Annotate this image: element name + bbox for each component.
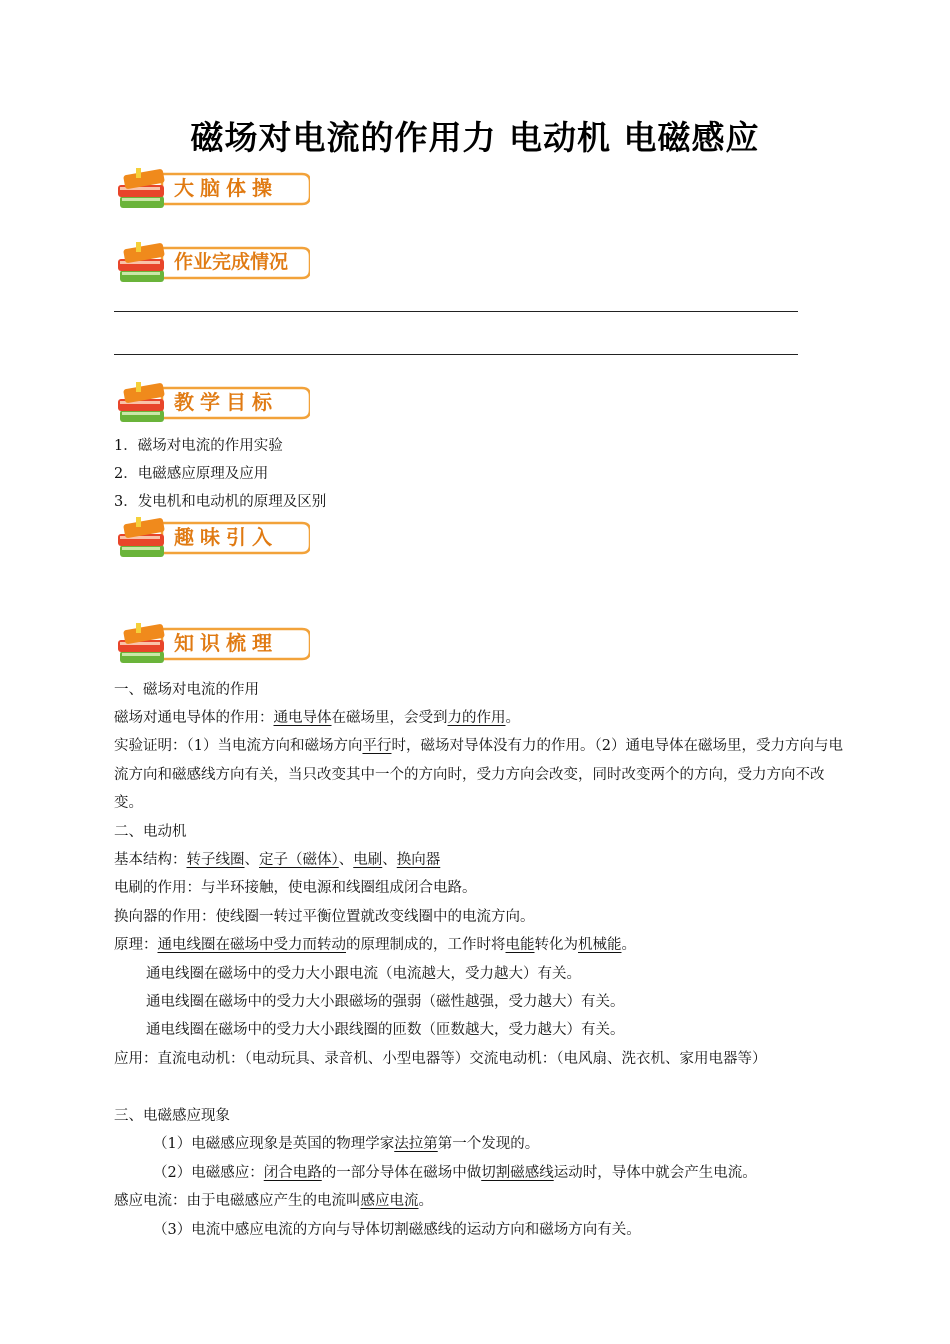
paragraph-brush: 电刷的作用：与半环接触，使电源和线圈组成闭合电路。 [114, 880, 477, 896]
paragraph-factor-current: 通电线圈在磁场中的受力大小跟电流（电流越大，受力越大）有关。 [146, 966, 581, 982]
paragraph-faraday [153, 1130, 883, 1159]
text: 的一部分导体在磁场中做 [321, 1165, 482, 1181]
goal-item: 1．磁场对电流的作用实验 [114, 438, 283, 454]
underlined-term: 换向器 [396, 852, 441, 868]
text: 。 [505, 710, 520, 726]
paragraph-factor-field: 通电线圈在磁场中的受力大小跟磁场的强弱（磁性越强，受力越大）有关。 [146, 994, 625, 1010]
text: 运动时，导体中就会产生电流。 [553, 1165, 757, 1181]
underlined-term: 闭合电路 [263, 1165, 322, 1181]
paragraph-commutator: 换向器的作用：使线圈一转过平衡位置就改变线圈中的电流方向。 [114, 909, 535, 925]
text: 、 [244, 852, 259, 868]
text: 第一个发现的。 [437, 1136, 540, 1152]
goal-item: 2．电磁感应原理及应用 [114, 466, 269, 482]
text: 、 [338, 852, 354, 868]
heading-motor: 二、电动机 [114, 824, 187, 840]
underlined-term: 机械能 [578, 937, 622, 953]
section-badge-homework [114, 240, 310, 286]
underlined-term: 通电线圈在磁场中受力而转动 [157, 937, 346, 953]
section-label-intro: 趣味引入 [174, 525, 278, 549]
text: 时，磁场对导体没有力的作用。（2）通电导体在磁场里，受力方向与电流方向和磁感线方向有关，当只改变其中一个的方向时，受力方向会改变，同时改变两个的方向，受力方向不改变。 [114, 738, 843, 811]
paragraph-force-on-conductor [114, 704, 844, 733]
text: 。 [418, 1193, 433, 1209]
answer-line [114, 311, 798, 312]
text: 在磁场里，会受到 [331, 710, 448, 726]
paragraph-factor-turns: 通电线圈在磁场中的受力大小跟线圈的匝数（匝数越大，受力越大）有关。 [146, 1022, 625, 1038]
heading-magnetic-force: 一、磁场对电流的作用 [114, 682, 259, 698]
underlined-term: 转子线圈 [186, 852, 245, 868]
underlined-term: 法拉第 [394, 1136, 438, 1152]
text: （2）电磁感应： [153, 1165, 264, 1181]
underlined-term: 平行 [362, 738, 392, 754]
text: 实验证明：（1）当电流方向和磁场方向 [114, 738, 363, 754]
text: 磁场对通电导体的作用： [114, 710, 274, 726]
paragraph-applications: 应用：直流电动机：（电动玩具、录音机、小型电器等）交流电动机：（电风扇、洗衣机、家用电器等） [114, 1051, 767, 1067]
section-badge-warmup [114, 166, 310, 212]
paragraph-principle [114, 931, 844, 960]
paragraph-induction-def [153, 1159, 883, 1188]
underlined-term: 定子（磁体） [259, 852, 339, 868]
section-label-knowledge: 知识梳理 [174, 631, 278, 655]
paragraph-direction: （3）电流中感应电流的方向与导体切割磁感线的运动方向和磁场方向有关。 [153, 1222, 641, 1238]
section-badge-intro [114, 515, 310, 561]
section-label-homework: 作业完成情况 [174, 251, 289, 273]
text: 感应电流：由于电磁感应产生的电流叫 [114, 1193, 361, 1209]
text: 基本结构： [114, 852, 187, 868]
goal-item: 3．发电机和电动机的原理及区别 [114, 494, 327, 510]
underlined-term: 电刷 [353, 852, 383, 868]
page-title: 磁场对电流的作用力 电动机 电磁感应 [190, 118, 760, 157]
paragraph-induced-current [114, 1187, 844, 1216]
text: 转化为 [534, 937, 578, 953]
section-badge-goals [114, 380, 310, 426]
text: 、 [382, 852, 397, 868]
text: 的原理制成的，工作时将 [346, 937, 506, 953]
paragraph-experiment [114, 732, 844, 818]
underlined-term: 通电导体 [273, 710, 332, 726]
paragraph-structure [114, 846, 844, 875]
text: 原理： [114, 937, 158, 953]
heading-induction: 三、电磁感应现象 [114, 1108, 230, 1124]
underlined-term: 电能 [505, 937, 535, 953]
section-badge-knowledge [114, 621, 310, 667]
underlined-term: 切割磁感线 [481, 1165, 554, 1181]
text: 。 [621, 937, 636, 953]
answer-line [114, 354, 798, 355]
underlined-term: 感应电流 [360, 1193, 419, 1209]
text: （1）电磁感应现象是英国的物理学家 [153, 1136, 395, 1152]
section-label-goals: 教学目标 [174, 390, 278, 414]
section-label-warmup: 大脑体操 [174, 176, 278, 200]
underlined-term: 力的作用 [447, 710, 506, 726]
